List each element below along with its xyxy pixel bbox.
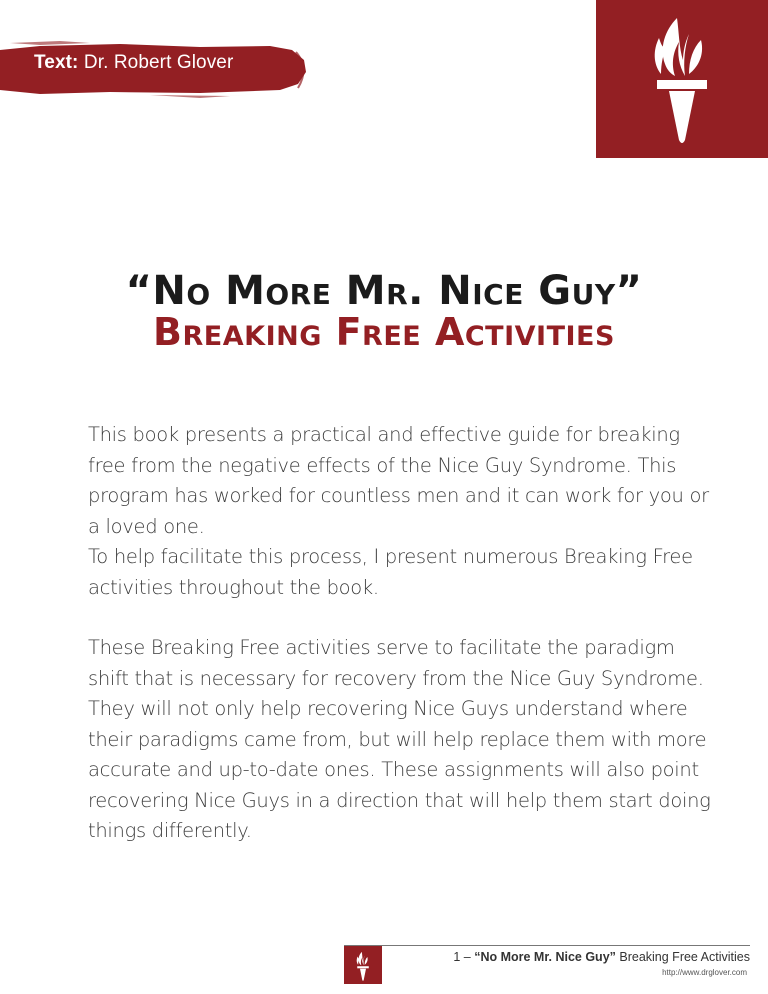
footer-book-title: “No More Mr. Nice Guy”	[474, 950, 616, 964]
torch-icon	[355, 951, 371, 981]
footer-url[interactable]: http://www.drglover.com	[662, 968, 747, 977]
body-paragraph: To help facilitate this process, I present numerous Breaking Free activities throughout the book.	[88, 545, 693, 599]
footer-logo	[344, 946, 382, 984]
footer-section: Breaking Free Activities	[615, 950, 750, 964]
document-subtitle: Breaking Free Activities	[153, 310, 615, 354]
body-paragraph: This book presents a practical and effective guide for breaking free from the negative effects of the Nice Guy Syndrome. This program has worked for countless men and it can work for you or a loved one.	[88, 423, 709, 538]
footer-divider	[344, 945, 750, 946]
document-title: “No More Mr. Nice Guy”	[125, 268, 643, 314]
author-credit	[34, 52, 233, 74]
footer-title	[453, 950, 750, 964]
torch-icon	[649, 14, 715, 144]
author-banner	[0, 38, 310, 100]
page-number: 1	[453, 950, 461, 964]
logo-box	[596, 0, 768, 158]
author-name: Dr. Robert Glover	[83, 52, 234, 73]
body-paragraph: These Breaking Free activities serve to facilitate the paradigm shift that is necessary for recovery from the Nice Guy Syndrome. They will not only help recovering Nice Guys understand where their paradigms came from, but will help replace them with more accurate and up-to-date ones. These assignments will also point recovering Nice Guys in a direction that will help them start doing things differently.	[88, 636, 711, 842]
author-label: Text:	[34, 52, 79, 73]
footer-separator: –	[460, 950, 475, 964]
